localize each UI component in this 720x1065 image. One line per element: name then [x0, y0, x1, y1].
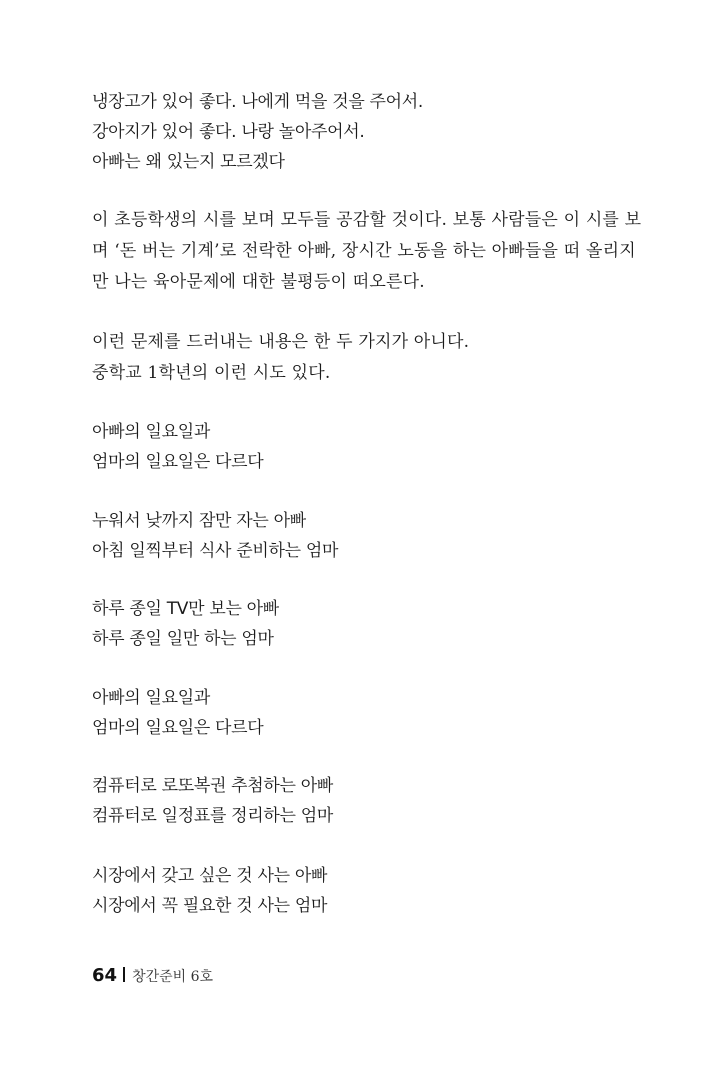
poem2-stanza3-line1: 하루 종일 TV만 보는 아빠 — [92, 599, 279, 619]
page-number: 64 — [92, 965, 118, 986]
poem1-line1: 냉장고가 있어 좋다. 나에게 먹을 것을 주어서. — [92, 92, 424, 112]
poem2-stanza5-line2: 컴퓨터로 일정표를 정리하는 엄마 — [92, 806, 334, 826]
poem2-stanza4-line1: 아빠의 일요일과 — [92, 688, 210, 708]
poem1-line3: 아빠는 왜 있는지 모르겠다 — [92, 152, 285, 172]
poem2-stanza2-line2: 아침 일찍부터 식사 준비하는 엄마 — [92, 541, 339, 561]
paragraph1-line2: 며 ‘돈 버는 기계’로 전락한 아빠, 장시간 노동을 하는 아빠들을 떠 올리지 — [92, 241, 636, 261]
poem2-stanza1-line1: 아빠의 일요일과 — [92, 422, 210, 442]
poem2-stanza6-line2: 시장에서 꼭 필요한 것 사는 엄마 — [92, 896, 328, 916]
page-footer — [92, 964, 213, 989]
poem2-stanza6-line1: 시장에서 갖고 싶은 것 사는 아빠 — [92, 866, 328, 886]
poem2-stanza1-line2: 엄마의 일요일은 다르다 — [92, 452, 264, 472]
paragraph1-line3: 만 나는 육아문제에 대한 불평등이 떠오른다. — [92, 272, 425, 292]
paragraph2-line1: 이런 문제를 드러내는 내용은 한 두 가지가 아니다. — [92, 332, 470, 352]
footer-divider — [123, 967, 125, 982]
poem1-line2: 강아지가 있어 좋다. 나랑 놀아주어서. — [92, 122, 365, 142]
poem2-stanza3-line2: 하루 종일 일만 하는 엄마 — [92, 629, 274, 649]
publication-title: 창간준비 6호 — [132, 969, 214, 985]
paragraph1-line1: 이 초등학생의 시를 보며 모두들 공감할 것이다. 보통 사람들은 이 시를 보 — [92, 210, 642, 230]
poem2-stanza5-line1: 컴퓨터로 로또복권 추첨하는 아빠 — [92, 776, 334, 796]
poem2-stanza2-line1: 누워서 낮까지 잠만 자는 아빠 — [92, 511, 306, 531]
poem2-stanza4-line2: 엄마의 일요일은 다르다 — [92, 718, 264, 738]
paragraph2-line2: 중학교 1학년의 이런 시도 있다. — [92, 363, 331, 383]
